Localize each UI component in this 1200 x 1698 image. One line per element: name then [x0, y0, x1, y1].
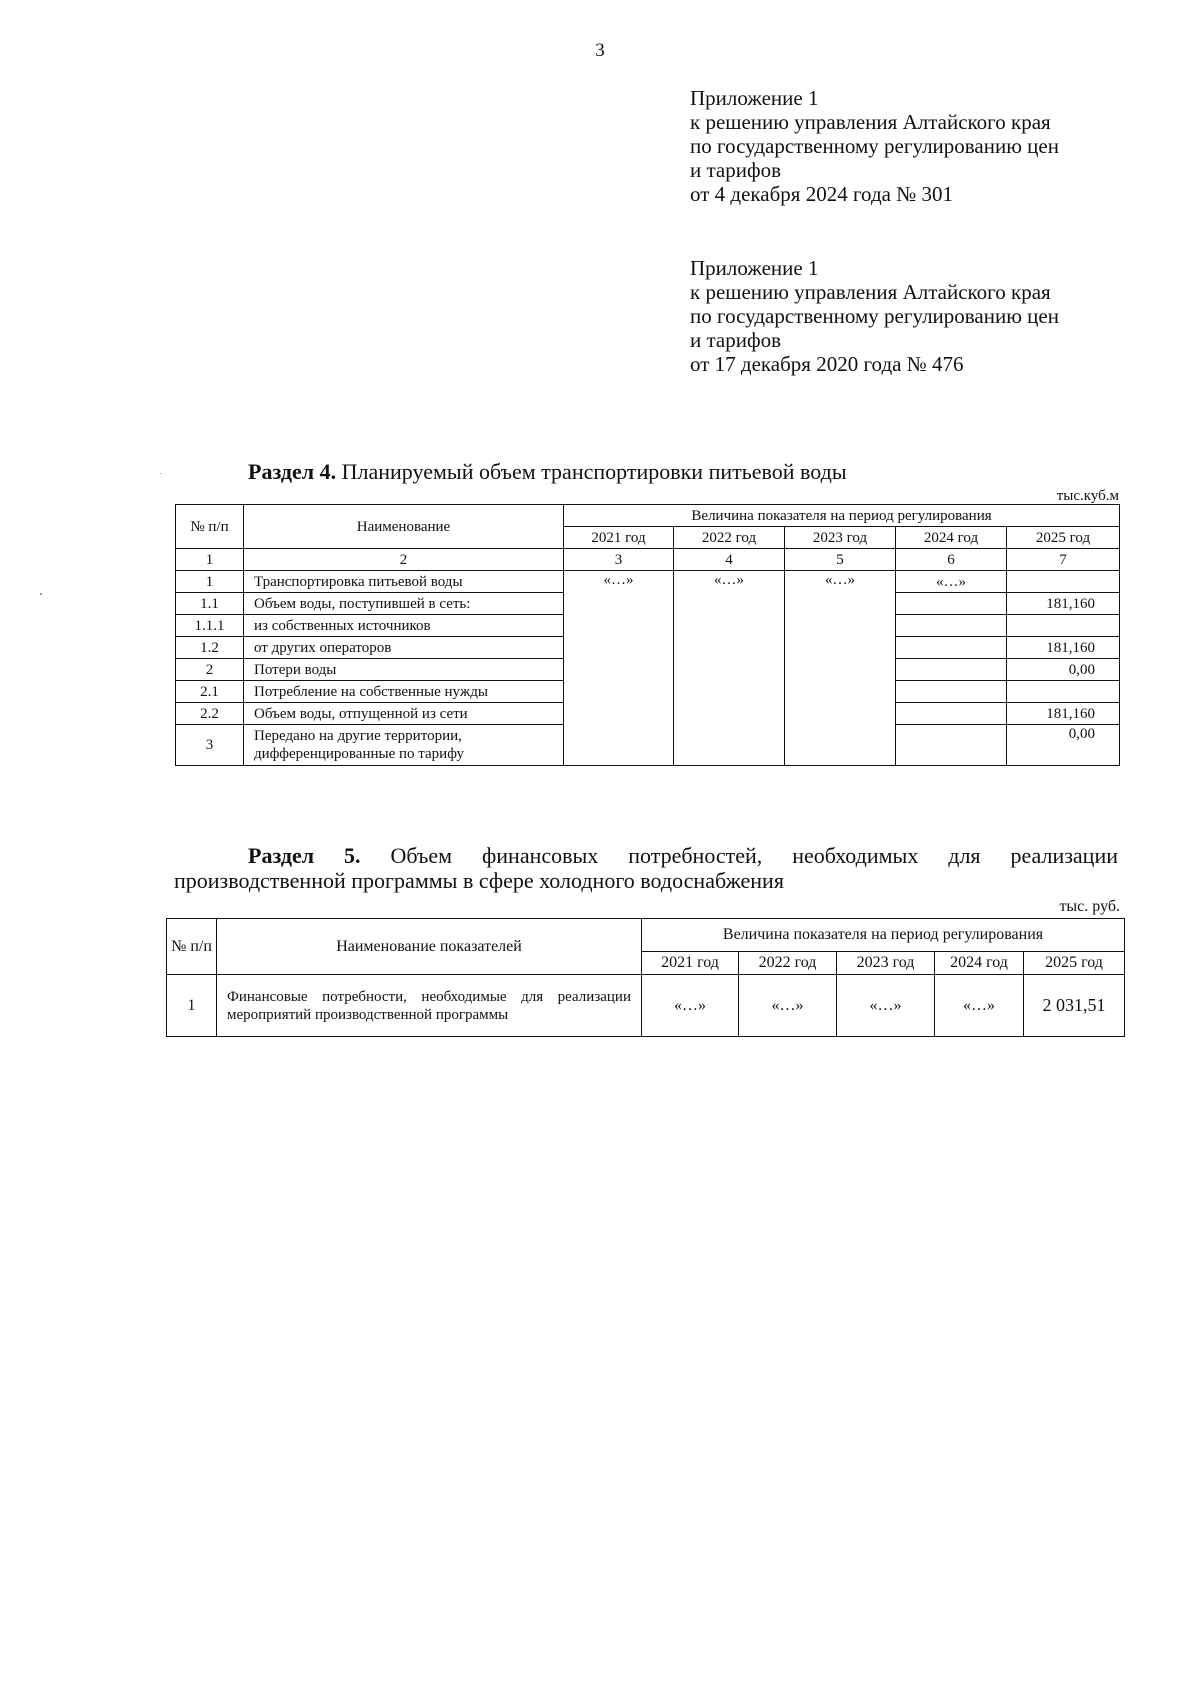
header-period: Величина показателя на период регулирования — [642, 919, 1125, 952]
row-name: Передано на другие территории, дифференцированные по тарифу — [244, 725, 564, 766]
col-number: 3 — [564, 549, 674, 571]
row-name: от других операторов — [244, 637, 564, 659]
value-2025: 181,160 — [1007, 703, 1120, 725]
row-num: 1 — [176, 571, 244, 593]
section5-unit: тыс. руб. — [1059, 898, 1120, 915]
row-num: 2 — [176, 659, 244, 681]
section5-title-line1 — [174, 843, 1118, 868]
col-number: 1 — [176, 549, 244, 571]
header-year: 2022 год — [739, 952, 837, 975]
col-number: 5 — [785, 549, 896, 571]
value-2022: «…» — [739, 975, 837, 1037]
row-name: Объем воды, отпущенной из сети — [244, 703, 564, 725]
page-number: 3 — [595, 40, 605, 61]
appendix-line: Приложение 1 — [690, 86, 819, 110]
value-2024: «…» — [935, 975, 1024, 1037]
header-period: Величина показателя на период регулирования — [564, 505, 1120, 527]
header-num: № п/п — [167, 919, 217, 975]
section4-title — [248, 459, 847, 485]
row-name: Транспортировка питьевой воды — [244, 571, 564, 593]
value-2024 — [896, 637, 1007, 659]
header-year: 2024 год — [935, 952, 1024, 975]
header-year: 2021 год — [564, 527, 674, 549]
header-year: 2024 год — [896, 527, 1007, 549]
appendix-line: к решению управления Алтайского края — [690, 110, 1051, 134]
appendix-line: и тарифов — [690, 328, 782, 352]
header-year: 2022 год — [674, 527, 785, 549]
value-2025: 2 031,51 — [1024, 975, 1125, 1037]
scan-speck — [40, 593, 42, 595]
section5-title-bold: Раздел 5. — [248, 843, 361, 868]
section4-unit: тыс.куб.м — [1056, 488, 1119, 504]
header-num: № п/п — [176, 505, 244, 549]
section5-title-text: Объем финансовых потребностей, необходимых для реализации — [360, 843, 1118, 868]
scan-speck — [160, 473, 161, 474]
section5-title — [174, 843, 1118, 893]
appendix-line: Приложение 1 — [690, 256, 819, 280]
section4-table — [175, 504, 1120, 766]
value-2022: «…» — [674, 571, 785, 766]
col-number: 6 — [896, 549, 1007, 571]
value-2025 — [1007, 615, 1120, 637]
section4-title-text: Планируемый объем транспортировки питьевой воды — [336, 459, 847, 484]
appendix-header-original — [690, 256, 1059, 376]
value-2024: «…» — [896, 571, 1007, 593]
value-2021: «…» — [642, 975, 739, 1037]
appendix-line: по государственному регулированию цен — [690, 304, 1059, 328]
col-number: 4 — [674, 549, 785, 571]
col-number: 2 — [244, 549, 564, 571]
section4-title-bold: Раздел 4. — [248, 459, 337, 484]
row-num: 2.1 — [176, 681, 244, 703]
row-name: из собственных источников — [244, 615, 564, 637]
value-2024 — [896, 681, 1007, 703]
row-num: 1 — [167, 975, 217, 1037]
value-2025: 181,160 — [1007, 637, 1120, 659]
section5-table — [166, 918, 1125, 1037]
value-2024 — [896, 703, 1007, 725]
row-name: Объем воды, поступившей в сеть: — [244, 593, 564, 615]
row-num: 1.1.1 — [176, 615, 244, 637]
header-name: Наименование показателей — [217, 919, 642, 975]
appendix-line: и тарифов — [690, 158, 782, 182]
appendix-header-current — [690, 86, 1059, 206]
value-2024 — [896, 659, 1007, 681]
row-num: 1.1 — [176, 593, 244, 615]
value-2024 — [896, 725, 1007, 766]
appendix-line: по государственному регулированию цен — [690, 134, 1059, 158]
header-year: 2025 год — [1024, 952, 1125, 975]
row-name: Потребление на собственные нужды — [244, 681, 564, 703]
header-year: 2025 год — [1007, 527, 1120, 549]
row-name: Потери воды — [244, 659, 564, 681]
section5-title-line2: производственной программы в сфере холодного водоснабжения — [174, 868, 784, 893]
appendix-line: к решению управления Алтайского края — [690, 280, 1051, 304]
header-year: 2023 год — [837, 952, 935, 975]
value-2023: «…» — [837, 975, 935, 1037]
appendix-line: от 17 декабря 2020 года № 476 — [690, 352, 964, 376]
value-2024 — [896, 615, 1007, 637]
value-2024 — [896, 593, 1007, 615]
value-2025: 0,00 — [1007, 659, 1120, 681]
row-num: 3 — [176, 725, 244, 766]
row-num: 1.2 — [176, 637, 244, 659]
value-2025 — [1007, 681, 1120, 703]
header-name: Наименование — [244, 505, 564, 549]
value-2021: «…» — [564, 571, 674, 766]
row-name: Финансовые потребности, необходимые для реализации мероприятий производственной программы — [217, 975, 642, 1037]
appendix-line: от 4 декабря 2024 года № 301 — [690, 182, 953, 206]
value-2025: 0,00 — [1007, 725, 1120, 766]
header-year: 2021 год — [642, 952, 739, 975]
row-num: 2.2 — [176, 703, 244, 725]
value-2023: «…» — [785, 571, 896, 766]
header-year: 2023 год — [785, 527, 896, 549]
value-2025: 181,160 — [1007, 593, 1120, 615]
value-2025 — [1007, 571, 1120, 593]
col-number: 7 — [1007, 549, 1120, 571]
